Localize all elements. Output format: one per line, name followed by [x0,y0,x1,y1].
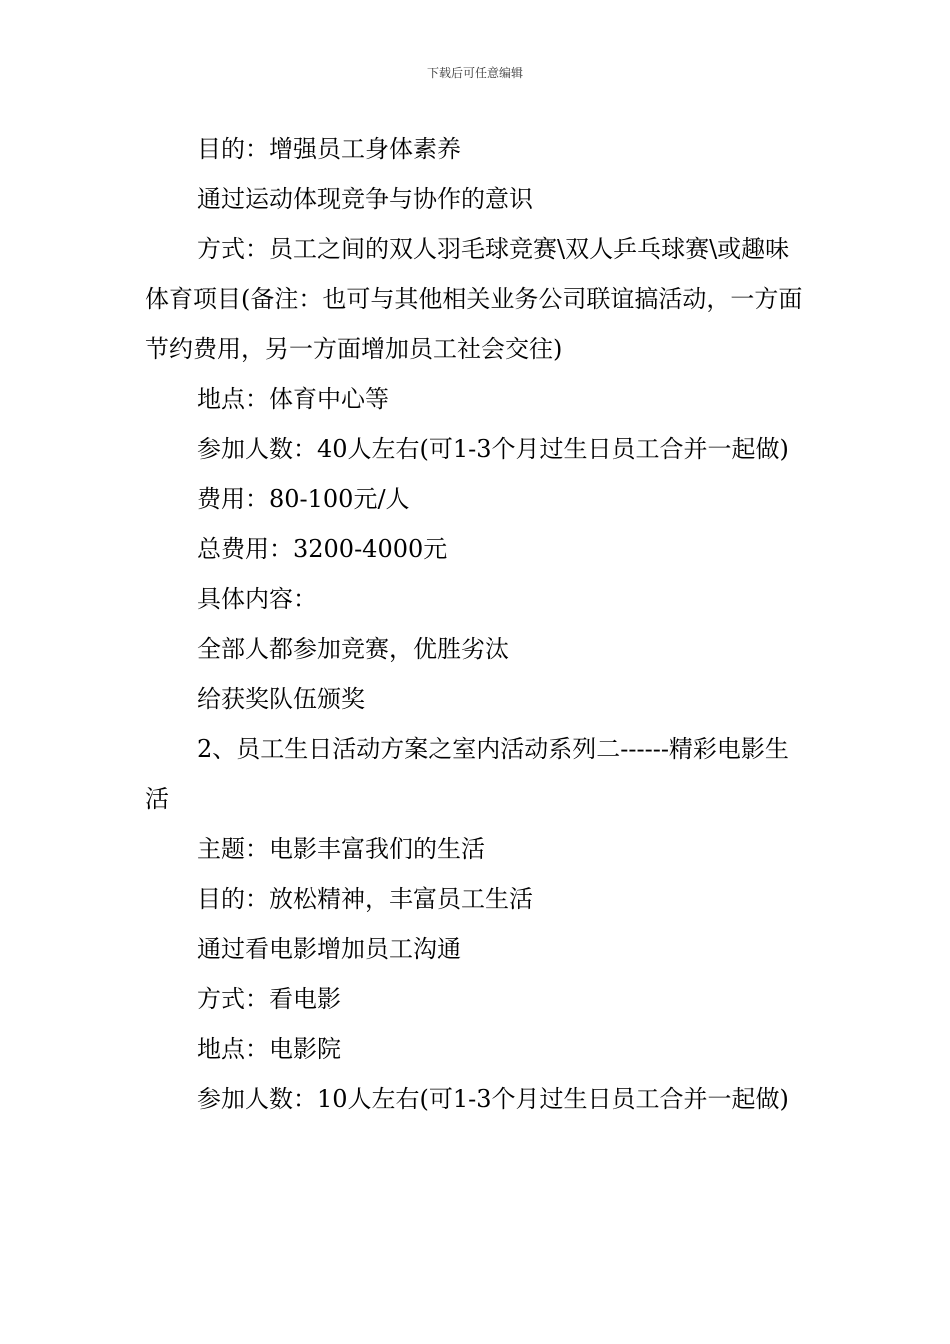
paragraph-purpose-2: 目的：放松精神，丰富员工生活 [197,885,533,913]
paragraph-method: 方式：员工之间的双人羽毛球竞赛\双人乒乓球赛\或趣味体育项目(备注：也可与其他相关业务公司联谊搞活动，一方面节约费用，另一方面增加员工社会交往) [145,235,803,363]
paragraph-location: 地点：体育中心等 [197,385,389,413]
paragraph-content-heading: 具体内容： [197,585,317,613]
paragraph-total-cost: 总费用：3200-4000元 [197,535,448,563]
document-body [145,124,810,1124]
paragraph-participants: 参加人数：40人左右(可1-3个月过生日员工合并一起做) [197,435,789,463]
paragraph-section-heading: 2、员工生日活动方案之室内活动系列二------精彩电影生活 [145,735,789,813]
paragraph-purpose-detail: 通过运动体现竞争与协作的意识 [197,185,533,213]
paragraph-cost: 费用：80-100元/人 [197,485,410,513]
paragraph-purpose-2-detail: 通过看电影增加员工沟通 [197,935,461,963]
paragraph-content-competition: 全部人都参加竞赛，优胜劣汰 [197,635,509,663]
paragraph-theme: 主题：电影丰富我们的生活 [197,835,485,863]
paragraph-method-2: 方式：看电影 [197,985,341,1013]
paragraph-location-2: 地点：电影院 [197,1035,341,1063]
paragraph-participants-2: 参加人数：10人左右(可1-3个月过生日员工合并一起做) [197,1085,789,1113]
page-header: 下载后可任意编辑 [426,66,523,80]
paragraph-content-award: 给获奖队伍颁奖 [197,685,365,713]
paragraph-purpose: 目的：增强员工身体素养 [197,135,461,163]
